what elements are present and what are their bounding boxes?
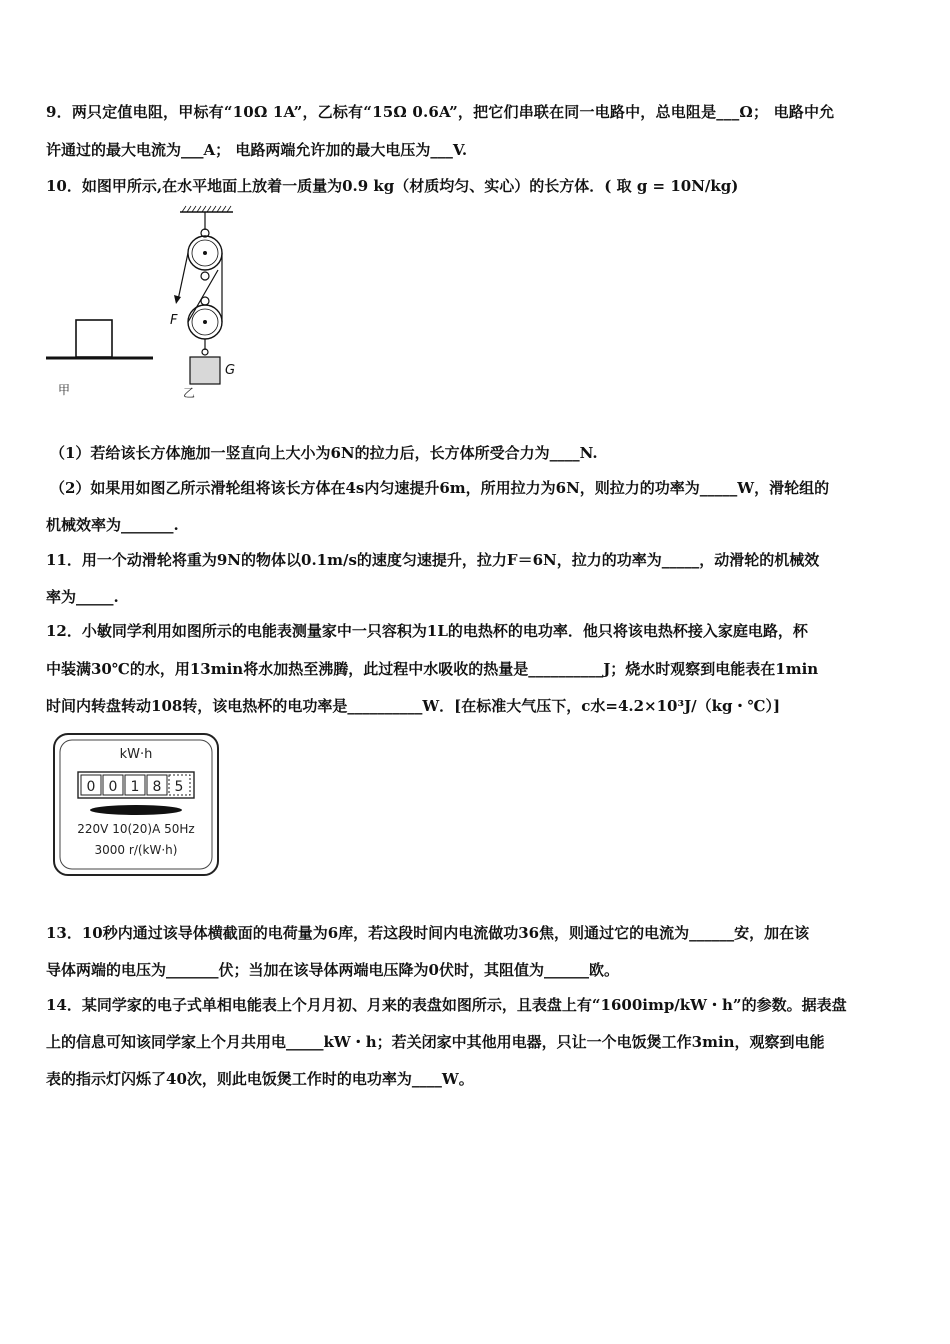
label-F: F <box>170 313 178 328</box>
meter-digit-3: 1 <box>130 779 140 795</box>
meter-spec-1: 220V 10(20)A 50Hz <box>77 822 195 836</box>
meter-disc <box>90 805 182 815</box>
q14-line1: 14．某同学家的电子式单相电能表上个月月初、月来的表盘如图所示，且表盘上有“1600imp/kW・h”的参数。据表盘 <box>46 996 847 1014</box>
q11-line1: 11．用一个动滑轮将重为9N的物体以0.1m/s的速度匀速提升，拉力F＝6N，拉力的功率为_____，动滑轮的机械效 <box>46 551 820 569</box>
q12-line2: 中装满30℃的水，用13min将水加热至沸腾，此过程中水吸收的热量是__________J；烧水时观察到电能表在1min <box>46 660 819 678</box>
weight-G <box>190 357 220 384</box>
ceiling-hatch <box>182 206 231 212</box>
q10-figure <box>40 200 260 405</box>
q9-line2: 许通过的最大电流为___A； 电路两端允许加的最大电压为___V. <box>46 141 468 159</box>
meter-spec-2: 3000 r/(kW·h) <box>94 843 178 857</box>
q13-line2: 导体两端的电压为_______伏；当加在该导体两端电压降为0伏时，其阻值为______欧。 <box>46 961 619 979</box>
q10-part2-line1: （2）如果用如图乙所示滑轮组将该长方体在4s内匀速提升6m，所用拉力为6N，则拉力的功率为_____W，滑轮组的 <box>50 479 830 497</box>
q12-line3: 时间内转盘转动108转，该电热杯的电功率是__________W．[在标准大气压下，c水=4.2×10³J/（kg・℃）] <box>46 697 781 715</box>
q9-line1: 9．两只定值电阻，甲标有“10Ω 1A”，乙标有“15Ω 0.6A”，把它们串联在同一电路中，总电阻是___Ω； 电路中允 <box>46 103 835 121</box>
electric-meter <box>52 732 220 877</box>
q13-line1: 13．10秒内通过该导体横截面的电荷量为6库，若这段时间内电流做功36焦，则通过它的电流为______安，加在该 <box>46 924 810 942</box>
meter-digit-1: 0 <box>86 779 96 795</box>
q10-part1: （1）若给该长方体施加一竖直向上大小为6N的拉力后，长方体所受合力为____N. <box>50 444 598 462</box>
label-jia: 甲 <box>58 383 71 397</box>
q10-part2-line2: 机械效率为_______. <box>46 516 179 534</box>
meter-digit-4: 8 <box>152 779 162 795</box>
meter-digit-2: 0 <box>108 779 118 795</box>
q12-line1: 12．小敏同学利用如图所示的电能表测量家中一只容积为1L的电热杯的电功率．他只将该电热杯接入家庭电路，杯 <box>46 622 808 640</box>
meter-digit-5: 5 <box>174 779 184 795</box>
q14-line2: 上的信息可知该同学家上个月共用电_____kW・h；若关闭家中其他用电器，只让一个电饭煲工作3min，观察到电能 <box>46 1033 825 1051</box>
q10-stem: 10．如图甲所示,在水平地面上放着一质量为0.9 kg（材质均匀、实心）的长方体．( 取 g = 10N/kg) <box>46 177 739 195</box>
q11-line2: 率为_____. <box>46 588 119 606</box>
meter-unit: kW·h <box>119 747 153 762</box>
block-jia <box>76 320 112 357</box>
label-yi: 乙 <box>183 386 196 400</box>
label-G: G <box>225 363 236 378</box>
q14-line3: 表的指示灯闪烁了40次，则此电饭煲工作时的电功率为____W。 <box>46 1070 474 1088</box>
